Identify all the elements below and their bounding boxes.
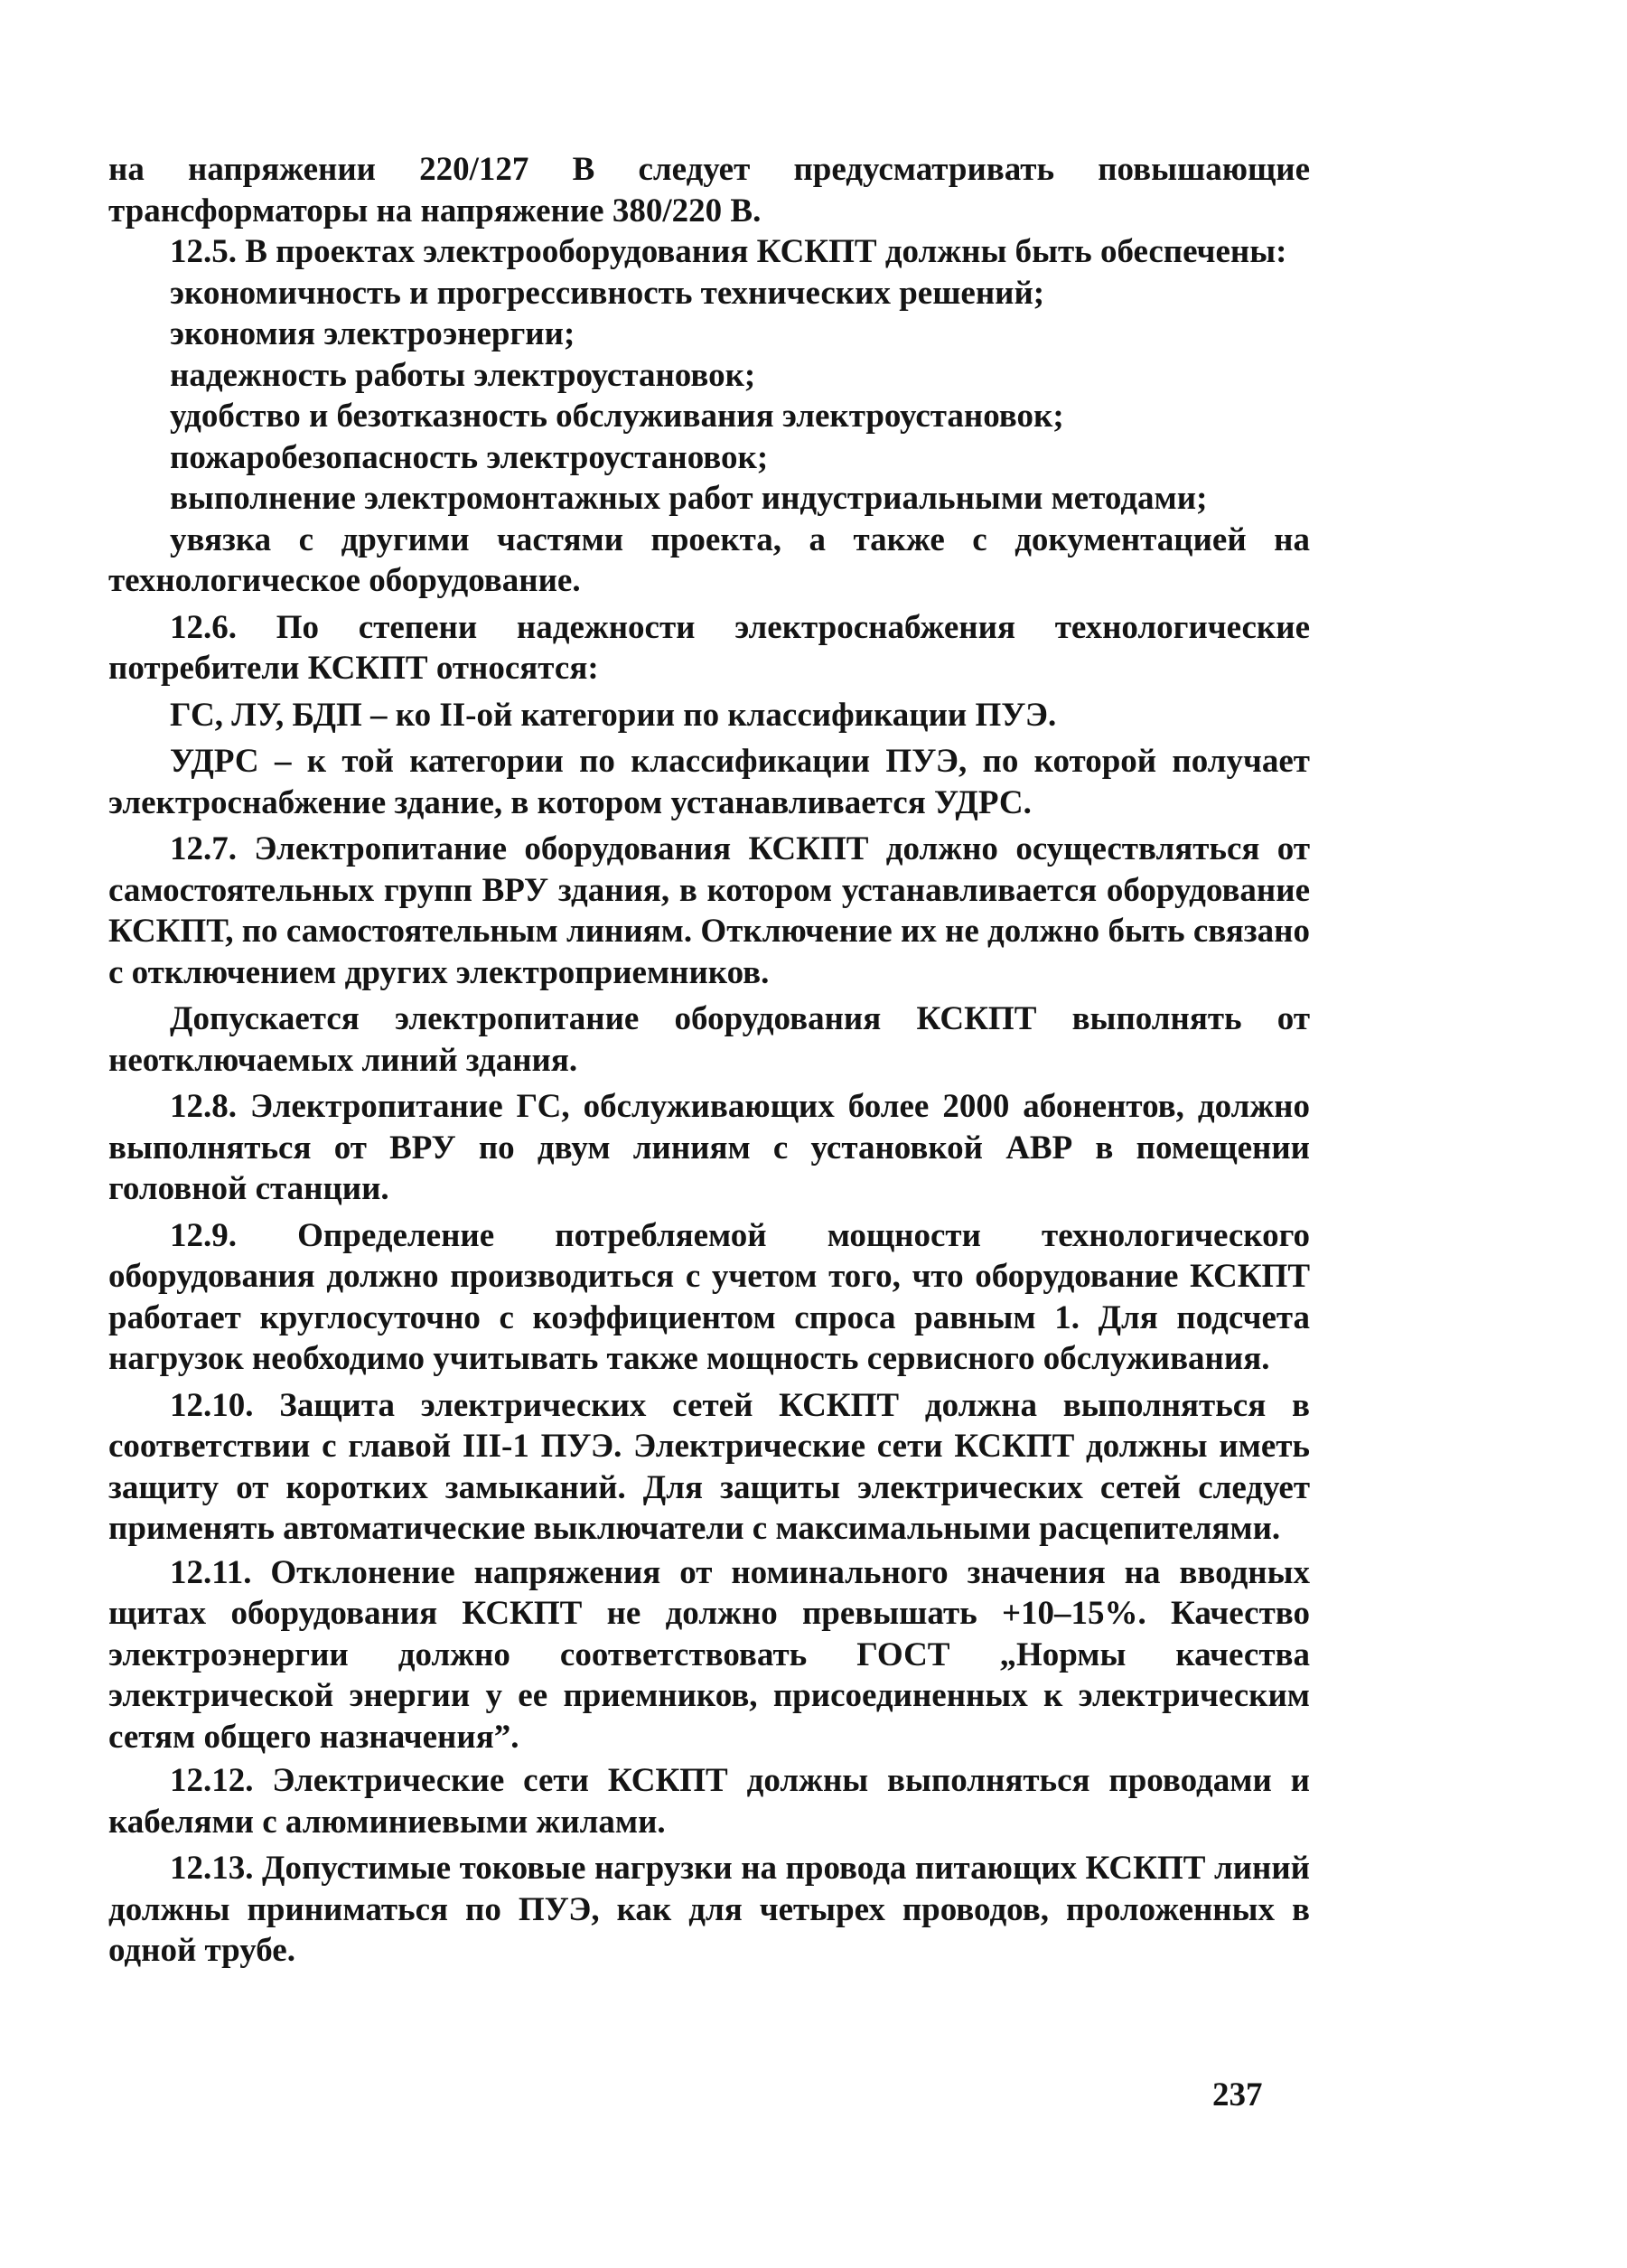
paragraph-12-10: 12.10. Защита электрических сетей КСКПТ должна выполняться в соответствии с главой III-1 ПУЭ. Электрические сети КСКПТ должны иметь защиту от коротких замыканий. Для защиты электрических сетей следует применять автоматические выключатели с максимальными расцепителями.	[108, 1386, 1310, 1547]
paragraph-12-8: 12.8. Электропитание ГС, обслуживающих более 2000 абонентов, должно выполняться от ВРУ по двум линиям с установкой АВР в помещении головной станции.	[108, 1088, 1310, 1207]
paragraph-12-9: 12.9. Определение потребляемой мощности технологического оборудования должно производиться с учетом того, что оборудование КСКПТ работает круглосуточно с коэффициентом спроса равным 1. Для подсчета нагрузок необходимо учитывать также мощность сервисного обслуживания.	[108, 1216, 1310, 1377]
paragraph-12-12: 12.12. Электрические сети КСКПТ должны выполняться проводами и кабелями с алюминиевыми жилами.	[108, 1762, 1310, 1841]
paragraph-category-udrs: УДРС – к той категории по классификации ПУЭ, по которой получает электроснабжение здание, в котором устанавливается УДРС.	[108, 743, 1310, 821]
list-item: удобство и безотказность обслуживания электроустановок;	[170, 398, 1064, 435]
requirements-list	[108, 273, 1310, 602]
list-item: надежность работы электроустановок;	[170, 356, 756, 394]
list-item: экономия электроэнергии;	[170, 315, 575, 352]
document-page	[108, 149, 1310, 1972]
paragraph-12-6: 12.6. По степени надежности электроснабжения технологические потребители КСКПТ относятся:	[108, 608, 1310, 687]
paragraph-12-11: 12.11. Отклонение напряжения от номинального значения на вводных щитах оборудования КСКПТ не должно превышать +10–15%. Качество электроэнергии должно соответствовать ГОСТ „Нормы качества электрической энергии у ее приемников, присоединенных к электрическим сетям общего назначения”.	[108, 1553, 1310, 1756]
list-item: пожаробезопасность электроустановок;	[170, 438, 769, 476]
list-item: увязка с другими частями проекта, а также с документацией на технологическое оборудование.	[108, 520, 1310, 599]
paragraph-category-gs: ГС, ЛУ, БДП – ко II-ой категории по классификации ПУЭ.	[170, 696, 1057, 734]
list-item: выполнение электромонтажных работ индустриальными методами;	[170, 480, 1208, 517]
paragraph-intro: на напряжении 220/127 В следует предусматривать повышающие трансформаторы на напряжение 380/220 В.	[108, 151, 1310, 230]
paragraph-12-5: 12.5. В проектах электрооборудования КСКПТ должны быть обеспечены:	[170, 233, 1287, 270]
paragraph-12-7-note: Допускается электропитание оборудования КСКПТ выполнять от неотключаемых линий здания.	[108, 1000, 1310, 1079]
paragraph-12-13: 12.13. Допустимые токовые нагрузки на провода питающих КСКПТ линий должны приниматься по ПУЭ, как для четырех проводов, проложенных в одной трубе.	[108, 1850, 1310, 1969]
paragraph-12-7: 12.7. Электропитание оборудования КСКПТ должно осуществляться от самостоятельных групп ВРУ здания, в котором устанавливается оборудование КСКПТ, по самостоятельным линиям. Отключение их не должно быть связано с отключением других электроприемников.	[108, 830, 1310, 991]
list-item: экономичность и прогрессивность технических решений;	[170, 274, 1045, 312]
page-number: 237	[1212, 2076, 1263, 2113]
